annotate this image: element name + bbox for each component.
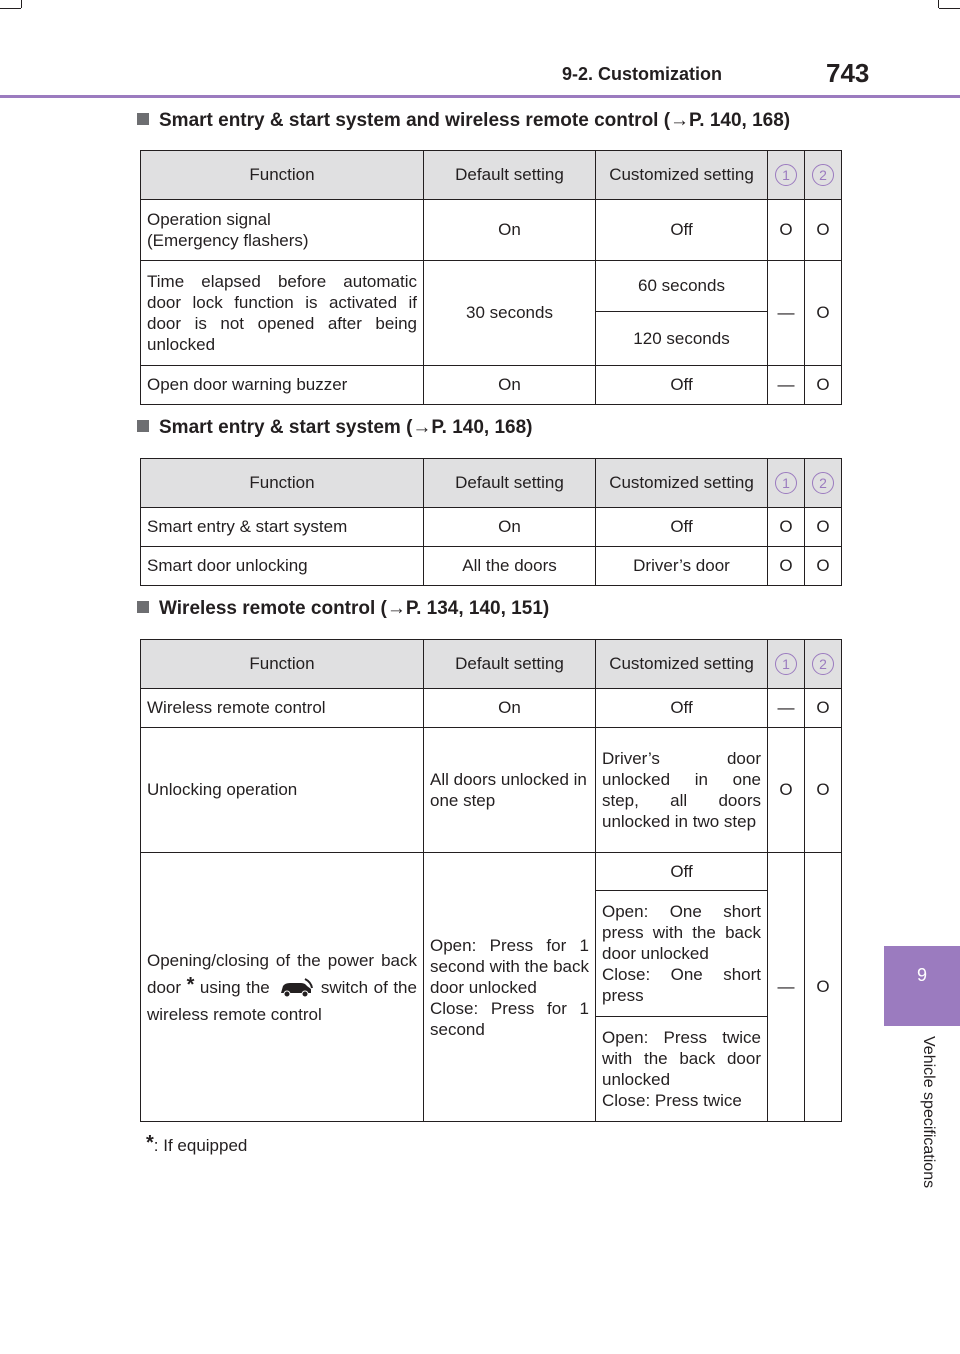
crop-mark: [938, 0, 939, 8]
col-1: 1: [768, 459, 805, 508]
mark-cell: —: [768, 261, 805, 366]
mark-cell: O: [805, 547, 842, 586]
mark-cell: O: [805, 508, 842, 547]
chapter-label: Vehicle specifications: [920, 1036, 937, 1189]
mark-cell: O: [805, 200, 842, 261]
table-header-row: [141, 151, 842, 200]
mark-cell: O: [805, 728, 842, 853]
custom-cell: Open: One short press with the back door unlocked Close: One short press: [596, 891, 768, 1017]
col-function: Function: [141, 459, 424, 508]
default-cell: Open: Press for 1 second with the back door unlocked Close: Press for 1 second: [424, 853, 596, 1122]
col-function: Function: [141, 151, 424, 200]
chapter-tab: [884, 946, 960, 1026]
function-cell: Time elapsed before automatic door lock function is activated if door is not opened after being unlocked: [141, 261, 424, 366]
custom-cell: Open: Press twice with the back door unlocked Close: Press twice: [596, 1017, 768, 1122]
table-header-row: [141, 459, 842, 508]
col-custom: Customized setting: [596, 459, 768, 508]
col-2: 2: [805, 151, 842, 200]
function-cell: Opening/closing of the power back door * using the switch of the wireless remote control: [141, 853, 424, 1122]
default-cell: On: [424, 689, 596, 728]
col-default: Default setting: [424, 640, 596, 689]
table-header-row: [141, 640, 842, 689]
function-cell: Operation signal (Emergency flashers): [141, 200, 424, 261]
square-bullet-icon: [137, 113, 149, 125]
col-2: 2: [805, 459, 842, 508]
function-cell: Wireless remote control: [141, 689, 424, 728]
default-cell: On: [424, 366, 596, 405]
back-door-switch-icon: [275, 977, 315, 999]
footnote: *: If equipped: [146, 1132, 248, 1155]
square-bullet-icon: [137, 420, 149, 432]
function-cell: Smart entry & start system: [141, 508, 424, 547]
settings-table-1: [140, 150, 842, 405]
custom-cell: 60 seconds: [596, 261, 768, 312]
mark-cell: —: [768, 853, 805, 1122]
default-cell: All the doors: [424, 547, 596, 586]
mark-cell: O: [768, 200, 805, 261]
col-function: Function: [141, 640, 424, 689]
col-1: 1: [768, 640, 805, 689]
function-cell: Open door warning buzzer: [141, 366, 424, 405]
custom-cell: Off: [596, 366, 768, 405]
table-row: [141, 689, 842, 728]
crop-mark: [21, 0, 22, 8]
custom-cell: Driver’s door unlocked in one step, all doors unlocked in two step: [596, 728, 768, 853]
settings-table-2: [140, 458, 842, 586]
custom-cell: Off: [596, 200, 768, 261]
crop-mark: [0, 8, 21, 9]
square-bullet-icon: [137, 601, 149, 613]
col-custom: Customized setting: [596, 151, 768, 200]
col-default: Default setting: [424, 459, 596, 508]
default-cell: On: [424, 200, 596, 261]
mark-cell: O: [768, 508, 805, 547]
chapter-number: 9: [916, 965, 927, 985]
custom-cell: Driver’s door: [596, 547, 768, 586]
table-row: [141, 853, 842, 891]
custom-cell: Off: [596, 508, 768, 547]
mark-cell: O: [768, 547, 805, 586]
custom-cell: Off: [596, 689, 768, 728]
table-row: [141, 200, 842, 261]
table-row: [141, 366, 842, 405]
mark-cell: O: [805, 853, 842, 1122]
mark-cell: O: [768, 728, 805, 853]
section-title-1: Smart entry & start system and wireless remote control (→P. 140, 168): [137, 110, 790, 132]
col-default: Default setting: [424, 151, 596, 200]
function-cell: Smart door unlocking: [141, 547, 424, 586]
table-row: [141, 261, 842, 312]
custom-cell: 120 seconds: [596, 312, 768, 366]
mark-cell: O: [805, 261, 842, 366]
section-title-2: Smart entry & start system (→P. 140, 168): [137, 417, 533, 439]
settings-table-3: [140, 639, 842, 1122]
col-2: 2: [805, 640, 842, 689]
crop-mark: [939, 8, 960, 9]
page-number: 743: [826, 58, 870, 88]
col-1: 1: [768, 151, 805, 200]
mark-cell: O: [805, 366, 842, 405]
default-cell: On: [424, 508, 596, 547]
col-custom: Customized setting: [596, 640, 768, 689]
table-row: [141, 508, 842, 547]
custom-cell: Off: [596, 853, 768, 891]
table-row: [141, 547, 842, 586]
mark-cell: —: [768, 366, 805, 405]
mark-cell: O: [805, 689, 842, 728]
default-cell: All doors unlocked in one step: [424, 728, 596, 853]
mark-cell: —: [768, 689, 805, 728]
section-heading: 9-2. Customization: [562, 64, 723, 84]
default-cell: 30 seconds: [424, 261, 596, 366]
table-row: [141, 728, 842, 853]
section-title-3: Wireless remote control (→P. 134, 140, 151): [137, 598, 549, 620]
function-cell: Unlocking operation: [141, 728, 424, 853]
header-rule: [0, 95, 960, 98]
